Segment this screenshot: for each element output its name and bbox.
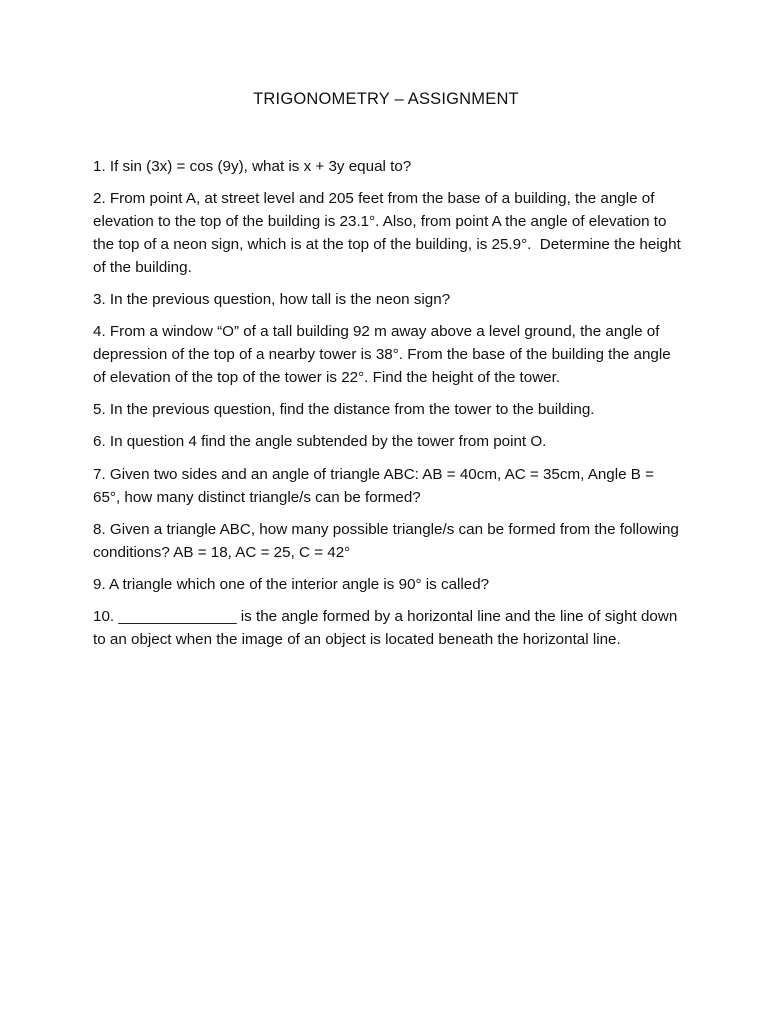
question-1: 1. If sin (3x) = cos (9y), what is x + 3y equal to? [93,158,412,175]
question-10: 10. ______________ is the angle formed by a horizontal line and the line of sight down to an object when the image of an object is located beneath the horizontal line. [93,608,682,649]
question-list [93,156,686,661]
question-6: 6. In question 4 find the angle subtended by the tower from point O. [93,433,547,451]
question-5: 5. In the previous question, find the distance from the tower to the building. [93,401,595,419]
question-4: 4. From a window “O” of a tall building 92 m away above a level ground, the angle of depression of the top of a nearby tower is 38°. From the base of the building the angle of elevation of the top of the tower is 22°. Find the height of the tower. [93,323,675,386]
document-title: TRIGONOMETRY – ASSIGNMENT [253,90,519,108]
question-7: 7. Given two sides and an angle of triangle ABC: AB = 40cm, AC = 35cm, Angle B = 65°, how many distinct triangle/s can be formed? [93,465,659,506]
question-8: 8. Given a triangle ABC, how many possible triangle/s can be formed from the following conditions? AB = 18, AC = 25, C = 42° [93,520,684,561]
question-2: 2. From point A, at street level and 205 feet from the base of a building, the angle of elevation to the top of the building is 23.1°. Also, from point A the angle of elevation to the top of a neon sign, which is at the top of the building, is 25.9°. Determine the height of the building. [93,190,686,276]
question-9: 9. A triangle which one of the interior angle is 90° is called? [93,575,490,593]
question-3: 3. In the previous question, how tall is the neon sign? [93,290,451,308]
